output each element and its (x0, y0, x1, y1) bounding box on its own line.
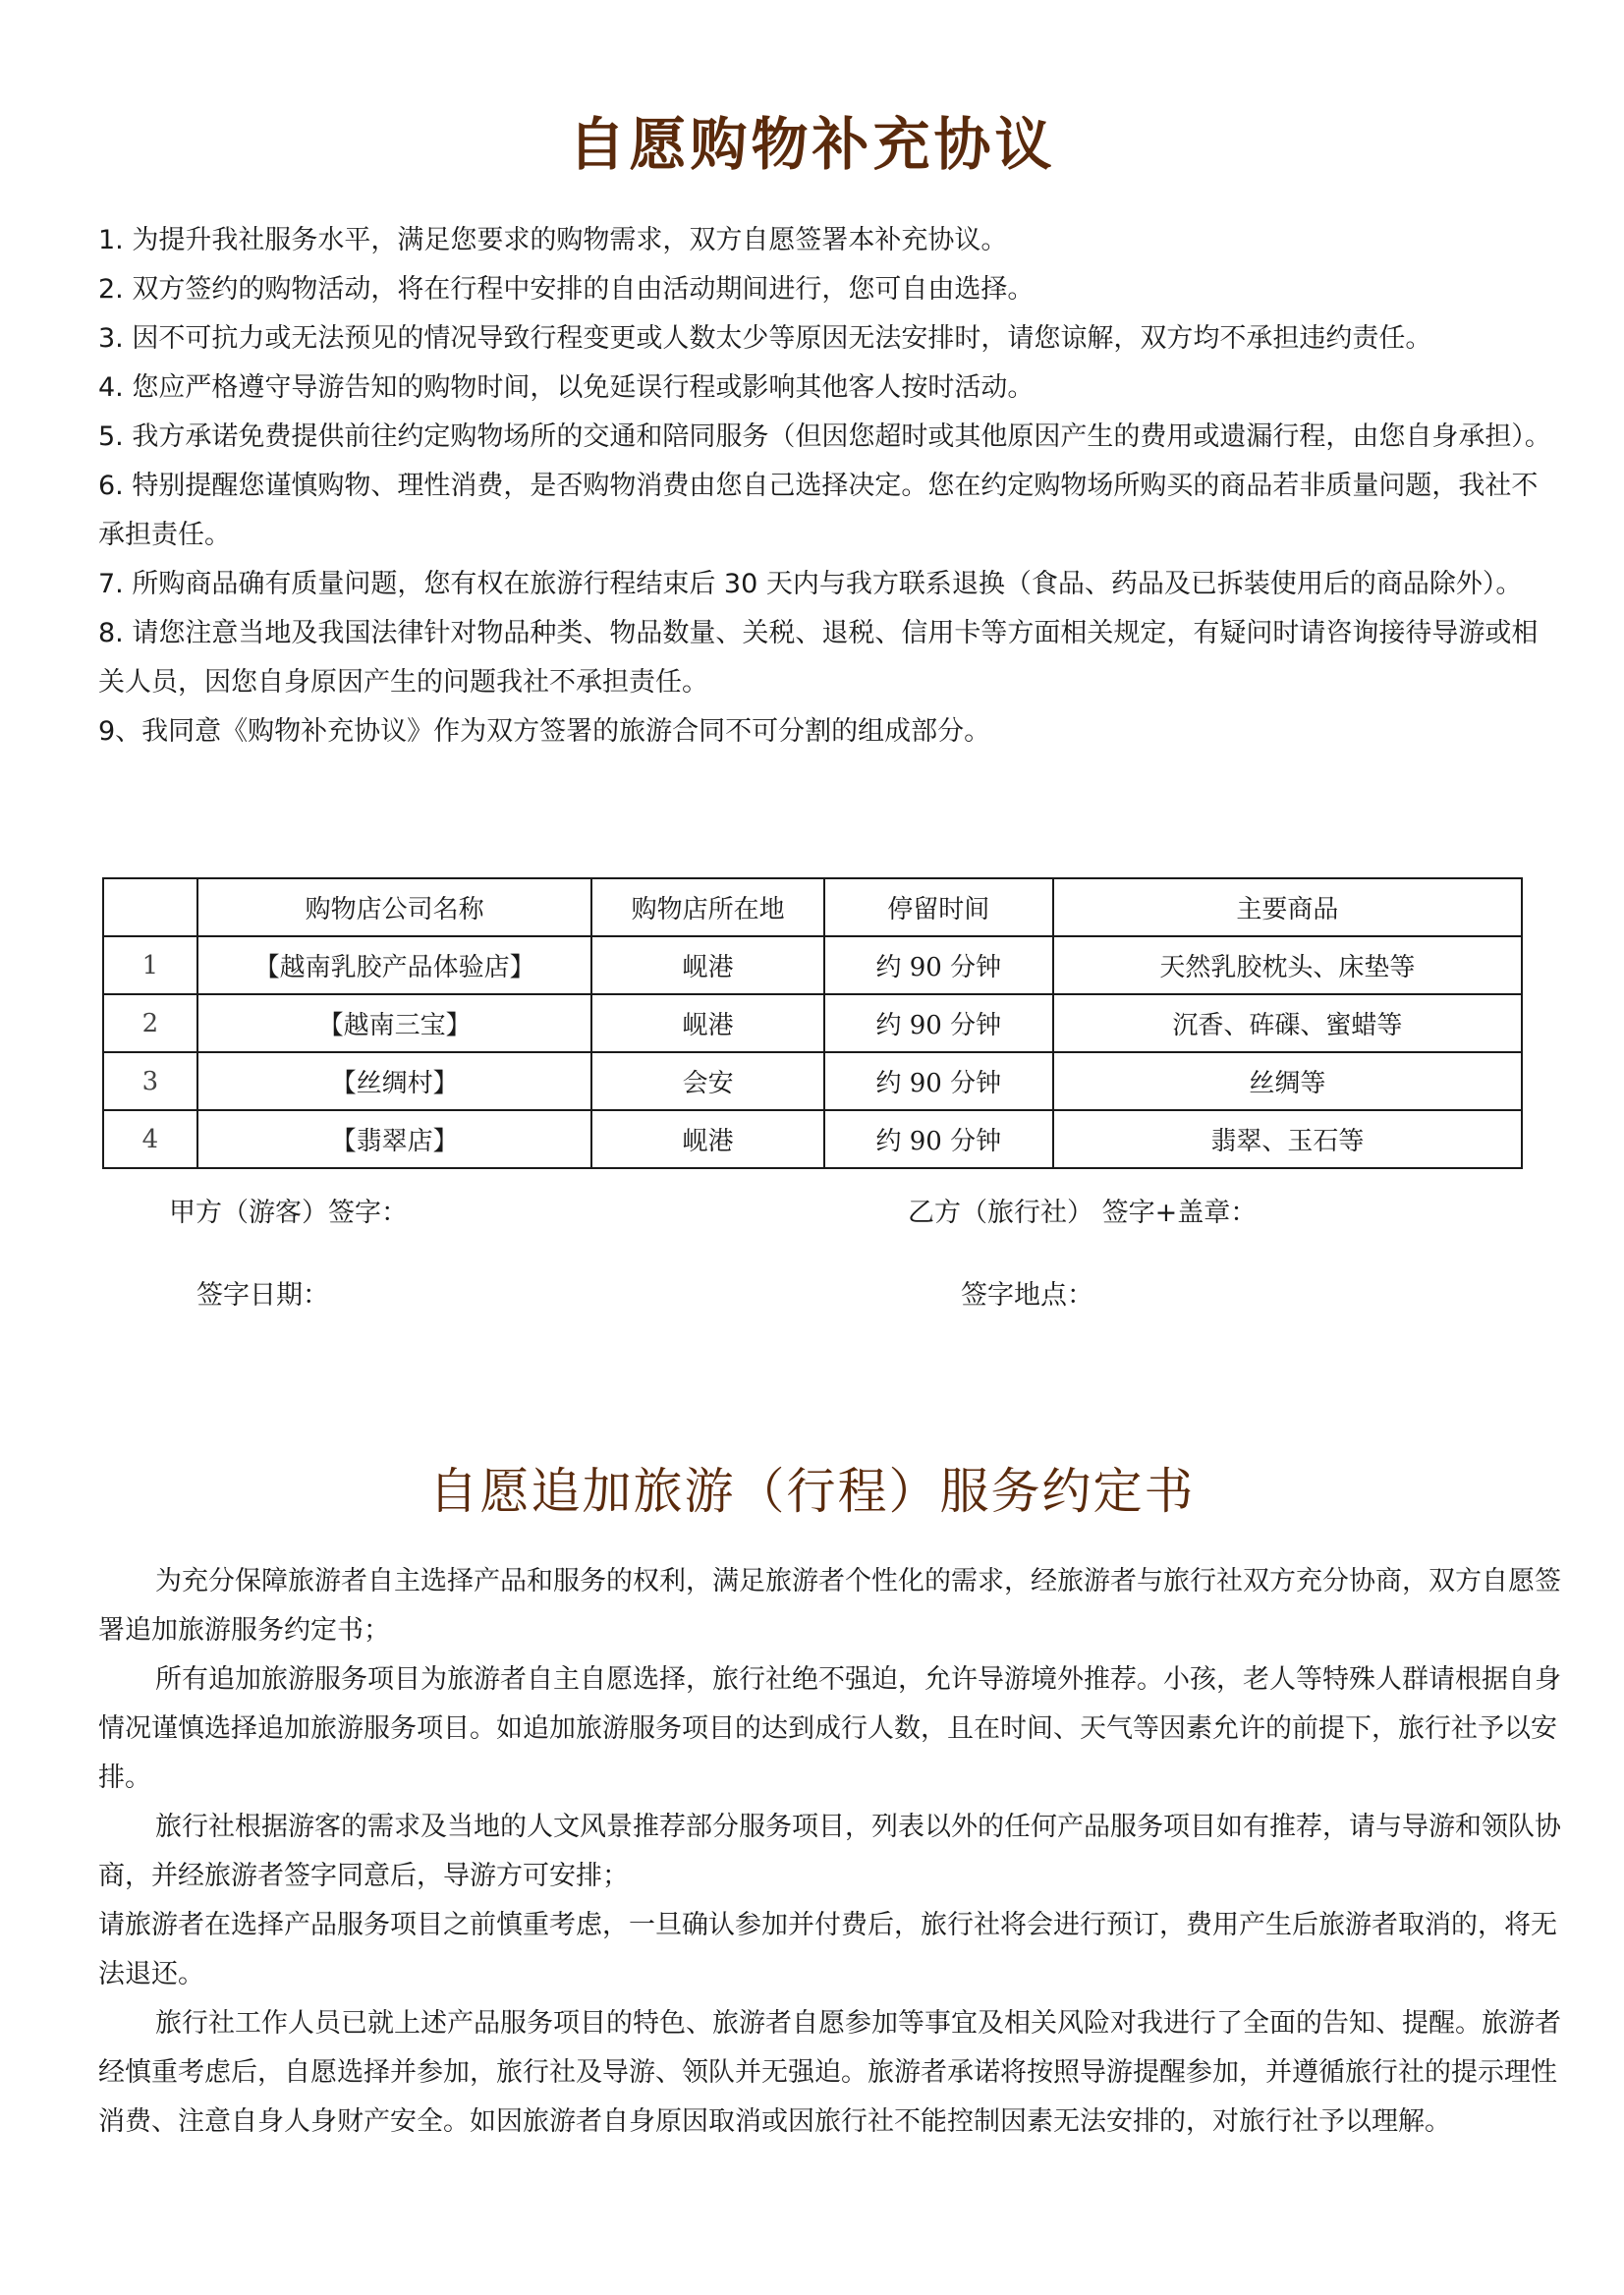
table-cell: 约 90 分钟 (824, 994, 1053, 1052)
table-cell: 沉香、砗磲、蜜蜡等 (1053, 994, 1522, 1052)
table-cell: 约 90 分钟 (824, 1110, 1053, 1168)
table-header: 主要商品 (1053, 878, 1522, 936)
party-b-signature-label: 乙方（旅行社） 签字+盖章： (908, 1198, 1258, 1228)
table-cell: 【丝绸村】 (197, 1052, 591, 1110)
clause: 7. 所购商品确有质量问题，您有权在旅游行程结束后 30 天内与我方联系退换（食品、药品及已拆装使用后的商品除外）。 (98, 569, 1523, 599)
table-cell: 【翡翠店】 (197, 1110, 591, 1168)
table-row (103, 1110, 1522, 1168)
table-cell: 天然乳胶枕头、床垫等 (1053, 936, 1522, 994)
shopping-table (102, 877, 1523, 1169)
service-paragraph: 旅行社根据游客的需求及当地的人文风景推荐部分服务项目，列表以外的任何产品服务项目如有推荐，请与导游和领队协商，并经旅游者签字同意后，导游方可安排； (98, 1812, 1561, 1891)
table-cell: 岘港 (591, 1110, 824, 1168)
party-a-signature-label: 甲方（游客）签字： (169, 1198, 408, 1228)
service-paragraph: 旅行社工作人员已就上述产品服务项目的特色、旅游者自愿参加等事宜及相关风险对我进行了全面的告知、提醒。旅游者经慎重考虑后，自愿选择并参加，旅行社及导游、领队并无强迫。旅游者承诺将按照导游提醒参加，并遵循旅行社的提示理性消费、注意自身人身财产安全。如因旅游者自身原因取消或因旅行社不能控制因素无法安排的，对旅行社予以理解。 (98, 2008, 1561, 2137)
table-row (103, 994, 1522, 1052)
table-row (103, 936, 1522, 994)
table-header: 停留时间 (824, 878, 1053, 936)
clause: 1. 为提升我社服务水平，满足您要求的购物需求，双方自愿签署本补充协议。 (98, 225, 1008, 255)
table-header: 购物店所在地 (591, 878, 824, 936)
table-cell: 岘港 (591, 936, 824, 994)
table-cell: 约 90 分钟 (824, 936, 1053, 994)
table-cell: 【越南乳胶产品体验店】 (197, 936, 591, 994)
clause: 2. 双方签约的购物活动，将在行程中安排的自由活动期间进行，您可自由选择。 (98, 274, 1035, 305)
table-header-row (103, 878, 1522, 936)
sign-place-label: 签字地点： (961, 1280, 1093, 1311)
table-cell: 1 (103, 936, 197, 994)
table-header: 购物店公司名称 (197, 878, 591, 936)
table-cell: 岘港 (591, 994, 824, 1052)
agreement-title: 自愿购物补充协议 (568, 111, 1056, 178)
table-cell: 约 90 分钟 (824, 1052, 1053, 1110)
clause: 9、我同意《购物补充协议》作为双方签署的旅游合同不可分割的组成部分。 (98, 716, 991, 747)
table-cell: 翡翠、玉石等 (1053, 1110, 1522, 1168)
clause: 5. 我方承诺免费提供前往约定购物场所的交通和陪同服务（但因您超时或其他原因产生的费用或遗漏行程，由您自身承担）。 (98, 421, 1551, 452)
clause: 6. 特别提醒您谨慎购物、理性消费，是否购物消费由您自己选择决定。您在约定购物场所购买的商品若非质量问题，我社不承担责任。 (98, 471, 1539, 550)
service-paragraph: 请旅游者在选择产品服务项目之前慎重考虑，一旦确认参加并付费后，旅行社将会进行预订，费用产生后旅游者取消的，将无法退还。 (98, 1910, 1557, 1989)
table-cell: 4 (103, 1110, 197, 1168)
agreement-clauses (98, 216, 1552, 756)
service-body (98, 1557, 1562, 2147)
table-row (103, 1052, 1522, 1110)
table-cell: 会安 (591, 1052, 824, 1110)
service-paragraph: 所有追加旅游服务项目为旅游者自主自愿选择，旅行社绝不强迫，允许导游境外推荐。小孩，老人等特殊人群请根据自身情况谨慎选择追加旅游服务项目。如追加旅游服务项目的达到成行人数，且在时间、天气等因素允许的前提下，旅行社予以安排。 (98, 1664, 1561, 1793)
service-title: 自愿追加旅游（行程）服务约定书 (428, 1463, 1196, 1520)
table-cell: 2 (103, 994, 197, 1052)
clause: 8. 请您注意当地及我国法律针对物品种类、物品数量、关税、退税、信用卡等方面相关规定，有疑问时请咨询接待导游或相关人员，因您自身原因产生的问题我社不承担责任。 (98, 618, 1539, 698)
table-cell: 3 (103, 1052, 197, 1110)
sign-date-label: 签字日期： (196, 1280, 329, 1311)
table-cell: 【越南三宝】 (197, 994, 591, 1052)
table-cell: 丝绸等 (1053, 1052, 1522, 1110)
clause: 4. 您应严格遵守导游告知的购物时间，以免延误行程或影响其他客人按时活动。 (98, 372, 1035, 403)
clause: 3. 因不可抗力或无法预见的情况导致行程变更或人数太少等原因无法安排时，请您谅解，双方均不承担违约责任。 (98, 323, 1432, 354)
service-paragraph: 为充分保障旅游者自主选择产品和服务的权利，满足旅游者个性化的需求，经旅游者与旅行社双方充分协商，双方自愿签署追加旅游服务约定书； (98, 1566, 1561, 1646)
table-header (103, 878, 197, 936)
